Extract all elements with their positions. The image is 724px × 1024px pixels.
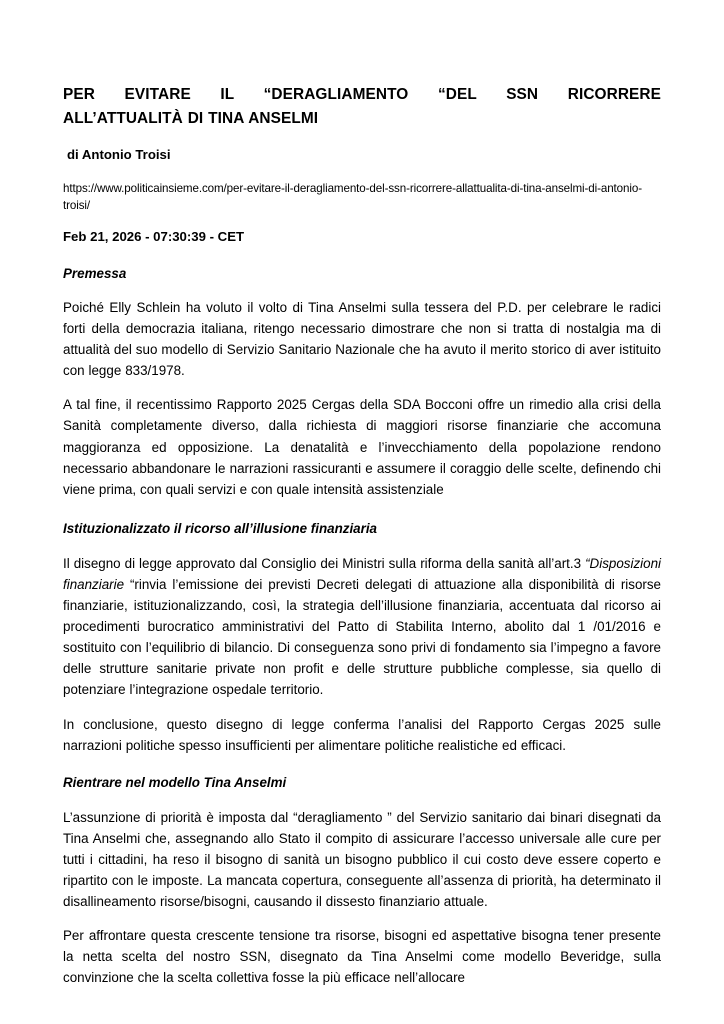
page-title-line-1: PER EVITARE IL “DERAGLIAMENTO “DEL SSN RICORRERE xyxy=(63,86,661,103)
paragraph-premessa-2: A tal fine, il recentissimo Rapporto 2025 Cergas della SDA Bocconi offre un rimedio alla crisi della Sanità completamente diverso, dalla richiesta di maggiori risorse finanziarie che accomuna maggioranza ed opposizione. La denatalità e l’invecchiamento della popolazione rendono necessario abbandonare le narrazioni rassicuranti e assumere il coraggio delle scelte, definendo chi viene prima, con quali servizi e con quale intensità assistenziale xyxy=(63,397,661,497)
paragraph-istituzionalizzato-1 xyxy=(63,540,661,701)
author-byline: di Antonio Troisi xyxy=(67,147,171,162)
section-heading-rientrare: Rientrare nel modello Tina Anselmi xyxy=(63,774,287,790)
source-url[interactable]: https://www.politicainsieme.com/per-evitare-il-deragliamento-del-ssn-ricorrere-allattualita-di-tina-anselmi-di-antonio-troisi/ xyxy=(63,182,642,212)
page-title-line-2: ALL’ATTUALITÀ DI TINA ANSELMI xyxy=(63,109,319,127)
section-heading-istituzionalizzato: Istituzionalizzato il ricorso all’illusione finanziaria xyxy=(63,520,377,536)
page-title xyxy=(63,0,661,130)
paragraph-text-part-a: Il disegno di legge approvato dal Consiglio dei Ministri sulla riforma della sanità all’art.3 xyxy=(63,555,586,571)
paragraph-text-part-b: “rinvia l’emissione dei previsti Decreti delegati di attuazione alla disponibilità di risorse finanziarie, istituzionalizzando, così, la strategia dell’illusione finanziaria, accentuata dal ricorso ai procedimenti burocratico amministrativi del Patto di Stabilita Interno, abolito dal 1 /01/2016 e sostituito con l’equilibrio di bilancio. Di conseguenza sono privi di fondamento sia l’impegno a favore delle strutture sanitarie private non profit e delle strutture pubbliche complesse, sia quello di potenziare l’integrazione ospedale territorio. xyxy=(63,576,661,698)
paragraph-italic-quote: “Disposizioni finanziarie xyxy=(63,555,661,592)
paragraph-rientrare-1: L’assunzione di priorità è imposta dal “deragliamento ” del Servizio sanitario dai binari disegnati da Tina Anselmi che, assegnando allo Stato il compito di assicurare l’accesso universale alle cure per tutti i cittadini, ha reso il bisogno di sanità un bisogno pubblico il cui costo deve essere coperto e ripartito con le imposte. La mancata copertura, conseguente all’assenza di priorità, ha determinato il disallineamento risorse/bisogni, causando il dissesto finanziario attuale. xyxy=(63,809,661,910)
publication-timestamp: Feb 21, 2026 - 07:30:39 - CET xyxy=(63,229,245,244)
paragraph-istituzionalizzato-2: In conclusione, questo disegno di legge conferma l’analisi del Rapporto Cergas 2025 sulle narrazioni politiche spesso insufficienti per alimentare politiche realistiche ed efficaci. xyxy=(63,716,661,753)
section-heading-premessa: Premessa xyxy=(63,266,127,281)
paragraph-premessa-1: Poiché Elly Schlein ha voluto il volto di Tina Anselmi sulla tessera del P.D. per celebrare le radici forti della democrazia italiana, ritengo necessario dimostrare che non si tratta di nostalgia ma di attualità del suo modello di Servizio Sanitario Nazionale che ha avuto il merito storico di aver istituito con legge 833/1978. xyxy=(63,300,661,379)
paragraph-rientrare-2: Per affrontare questa crescente tensione tra risorse, bisogni ed aspettative bisogna tener presente la netta scelta del nostro SSN, disegnato da Tina Anselmi come modello Beveridge, sulla convinzione che la scelta collettiva fosse la più efficace nell’allocare xyxy=(63,928,661,986)
